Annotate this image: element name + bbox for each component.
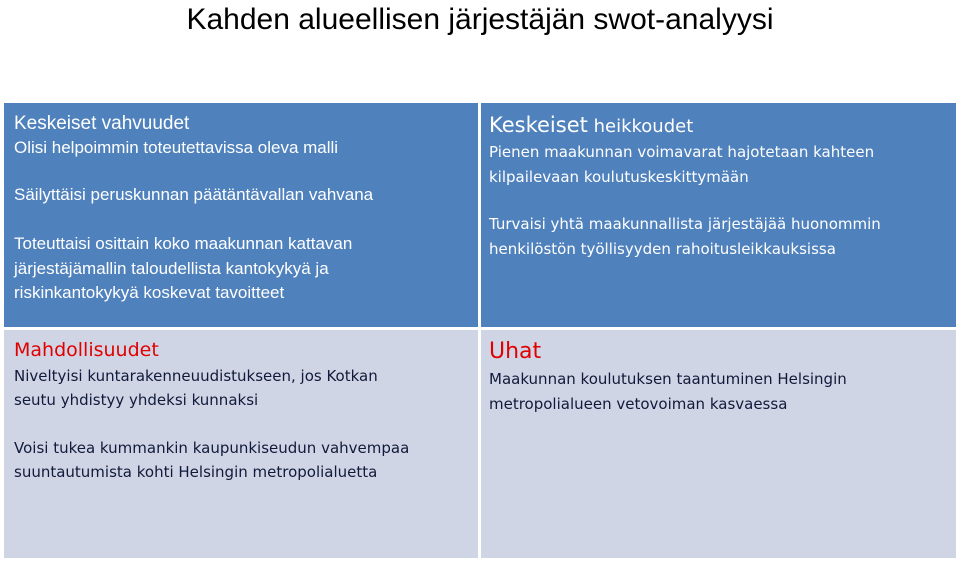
threat-item: Maakunnan koulutuksen taantuminen Helsingin metropolialueen vetovoiman kasvaessa	[489, 370, 847, 413]
strength-item: Toteuttaisi osittain koko maakunnan kattavan järjestäjämallin taloudellista kantokykyä ja riskinkantokykyä koskevat tavoitteet	[14, 234, 353, 302]
strengths-heading: Keskeiset vahvuudet	[14, 113, 190, 134]
opportunities-quadrant	[4, 330, 478, 558]
weaknesses-heading-part2: heikkoudet	[587, 116, 694, 137]
opportunity-item: Voisi tukea kummankin kaupunkiseudun vahvempaa suuntautumista kohti Helsingin metropolialuetta	[14, 439, 410, 481]
page-title: Kahden alueellisen järjestäjän swot-analyysi	[186, 3, 774, 36]
strength-item: Säilyttäisi peruskunnan päätäntävallan vahvana	[14, 185, 374, 204]
weaknesses-quadrant	[481, 103, 956, 327]
weakness-item: Pienen maakunnan voimavarat hajotetaan kahteen kilpailevaan koulutuskeskittymään	[489, 143, 875, 186]
weaknesses-heading-part1: Keskeiset	[489, 113, 588, 137]
opportunity-item: Niveltyisi kuntarakenneuudistukseen, jos Kotkan seutu yhdistyy yhdeksi kunnaksi	[14, 367, 378, 409]
strengths-quadrant	[4, 103, 478, 327]
threats-quadrant	[481, 330, 956, 558]
weakness-item: Turvaisi yhtä maakunnallista järjestäjää huonommin henkilöstön työllisyyden rahoitusleikkauksissa	[489, 215, 881, 258]
opportunities-heading: Mahdollisuudet	[14, 339, 159, 361]
weaknesses-heading	[489, 112, 693, 140]
threats-heading: Uhat	[489, 339, 542, 364]
strength-item: Olisi helpoimmin toteutettavissa oleva malli	[14, 138, 339, 157]
